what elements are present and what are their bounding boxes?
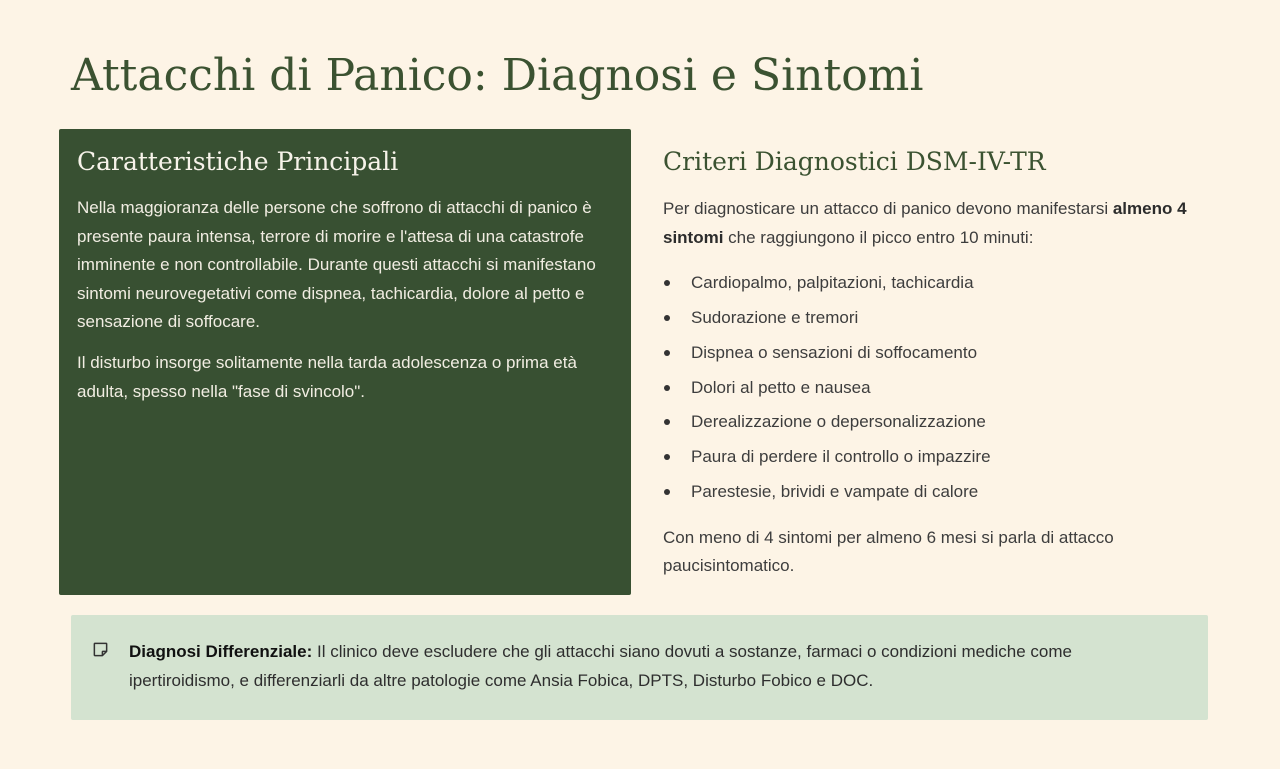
main-features-paragraph-2: Il disturbo insorge solitamente nella tarda adolescenza o prima età adulta, spesso nella "fase di svincolo". [77, 352, 577, 401]
differential-diagnosis-note [71, 615, 1208, 720]
differential-diagnosis-label: Diagnosi Differenziale: [129, 642, 313, 661]
differential-diagnosis-body: Il clinico deve escludere che gli attacchi siano dovuti a sostanze, farmaci o condizioni mediche come ipertiroidismo, e differenziarli da altre patologie come Ansia Fobica, DPTS, Disturbo Fobico e DOC. [129, 642, 1072, 690]
sticky-note-icon [92, 641, 109, 658]
differential-diagnosis-text [129, 637, 1180, 695]
diagnostic-criteria-section [663, 143, 1203, 581]
symptom-list-item [663, 336, 1203, 371]
symptom-label: Dolori al petto e nausea [691, 377, 871, 397]
symptom-list-item [663, 405, 1203, 440]
symptom-list [663, 266, 1203, 510]
bullet-icon [664, 280, 670, 286]
symptom-list-item [663, 371, 1203, 406]
bullet-icon [664, 350, 670, 356]
symptom-label: Sudorazione e tremori [691, 307, 859, 327]
symptom-list-item [663, 301, 1203, 336]
symptom-label: Paura di perdere il controllo o impazzire [691, 447, 991, 467]
bullet-icon [664, 454, 670, 460]
diagnostic-criteria-footer: Con meno di 4 sintomi per almeno 6 mesi si parla di attacco paucisintomatico. [663, 527, 1114, 576]
page-title: Attacchi di Panico: Diagnosi e Sintomi [71, 50, 924, 101]
symptom-label: Parestesie, brividi e vampate di calore [691, 481, 979, 501]
diagnostic-criteria-heading: Criteri Diagnostici DSM-IV-TR [663, 147, 1046, 176]
symptom-list-item [663, 475, 1203, 510]
main-features-paragraph-1: Nella maggioranza delle persone che soffrono di attacchi di panico è presente paura intensa, terrore di morire e l'attesa di una catastrofe imminente e non controllabile. Durante questi attacchi si manifestano sintomi neurovegetativi come dispnea, tachicardia, dolore al petto e sensazione di soffocare. [77, 198, 596, 332]
symptom-list-item [663, 440, 1203, 475]
symptom-list-item [663, 266, 1203, 301]
symptom-label: Dispnea o sensazioni di soffocamento [691, 342, 978, 362]
bullet-icon [664, 385, 670, 391]
bullet-icon [664, 419, 670, 425]
intro-text-end: che raggiungono il picco entro 10 minuti: [723, 227, 1034, 247]
intro-text-start: Per diagnosticare un attacco di panico devono manifestarsi [663, 199, 1113, 218]
bullet-icon [664, 315, 670, 321]
diagnostic-criteria-intro [663, 195, 1203, 252]
bullet-icon [664, 489, 670, 495]
symptom-label: Cardiopalmo, palpitazioni, tachicardia [691, 273, 974, 293]
main-features-heading: Caratteristiche Principali [77, 147, 399, 176]
intro-text-emphasis: almeno 4 sintomi [663, 199, 1187, 247]
main-features-card [59, 129, 631, 595]
symptom-label: Derealizzazione o depersonalizzazione [691, 412, 986, 432]
